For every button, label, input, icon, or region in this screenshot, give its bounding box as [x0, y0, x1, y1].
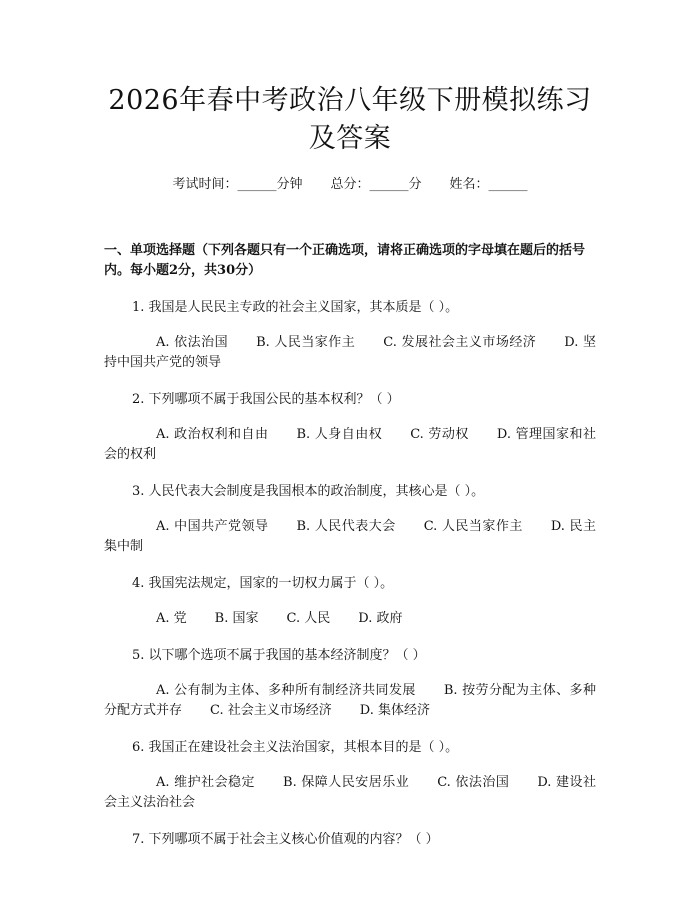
- question-list: [104, 298, 596, 850]
- question-5: [104, 646, 596, 721]
- option-c: C. 依法治国: [437, 775, 510, 790]
- question-stem: 3. 人民代表大会制度是我国根本的政治制度，其核心是（ ）。: [132, 484, 485, 499]
- option-b: B. 按劳分配为主体、多种分配方式并存: [104, 683, 596, 718]
- option-a: A. 依法治国: [156, 335, 229, 350]
- total-score-label: 总分：______分: [330, 177, 422, 192]
- question-options: [104, 609, 596, 629]
- option-a: A. 中国共产党领导: [156, 519, 269, 534]
- question-options: [104, 425, 596, 465]
- option-b: B. 保障人民安居乐业: [283, 775, 410, 790]
- question-stem: 1. 我国是人民民主专政的社会主义国家，其本质是（ ）。: [132, 300, 459, 315]
- option-d: D. 建设社会主义法治社会: [104, 775, 597, 810]
- option-d: D. 集体经济: [359, 703, 430, 718]
- option-a: A. 党: [156, 611, 187, 626]
- question-stem: 4. 我国宪法规定，国家的一切权力属于（ ）。: [132, 576, 394, 591]
- option-d: D. 管理国家和社会的权利: [104, 427, 596, 462]
- option-b: B. 国家: [214, 611, 259, 626]
- option-b: B. 人民代表大会: [296, 519, 396, 534]
- question-stem: 5. 以下哪个选项不属于我国的基本经济制度？（ ）: [132, 648, 426, 663]
- option-a: A. 维护社会稳定: [156, 775, 256, 790]
- question-stem: 7. 下列哪项不属于社会主义核心价值观的内容？（ ）: [132, 832, 439, 847]
- question-2: [104, 390, 596, 465]
- exam-info-line: [104, 176, 596, 194]
- option-b: B. 人民当家作主: [256, 335, 356, 350]
- question-stem: 2. 下列哪项不属于我国公民的基本权利？（ ）: [132, 392, 400, 407]
- document-title: 2026年春中考政治八年级下册模拟练习及答案: [108, 85, 592, 154]
- option-d: D. 政府: [358, 611, 403, 626]
- option-d: D. 坚持中国共产党的领导: [104, 335, 597, 370]
- option-b: B. 人身自由权: [296, 427, 383, 442]
- question-options: [104, 517, 596, 557]
- question-4: [104, 574, 596, 629]
- option-c: C. 人民: [286, 611, 331, 626]
- question-6: [104, 738, 596, 813]
- question-7: [104, 830, 596, 850]
- option-a: A. 政治权利和自由: [156, 427, 269, 442]
- question-stem: 6. 我国正在建设社会主义法治国家，其根本目的是（ ）。: [132, 740, 459, 755]
- option-a: A. 公有制为主体、多种所有制经济共同发展: [156, 683, 416, 698]
- option-d: D. 民主集中制: [104, 519, 596, 554]
- option-c: C. 社会主义市场经济: [210, 703, 332, 718]
- student-name-label: 姓名：______: [449, 177, 528, 192]
- option-c: C. 劳动权: [410, 427, 469, 442]
- question-3: [104, 482, 596, 557]
- section-heading: 一、单项选择题（下列各题只有一个正确选项，请将正确选项的字母填在题后的括号内。每小题2分，共30分）: [104, 243, 586, 278]
- option-c: C. 发展社会主义市场经济: [383, 335, 537, 350]
- question-options: [104, 333, 596, 373]
- question-options: [104, 773, 596, 813]
- exam-time-label: 考试时间：______分钟: [172, 177, 303, 192]
- question-options: [104, 681, 596, 721]
- question-1: [104, 298, 596, 373]
- option-c: C. 人民当家作主: [423, 519, 523, 534]
